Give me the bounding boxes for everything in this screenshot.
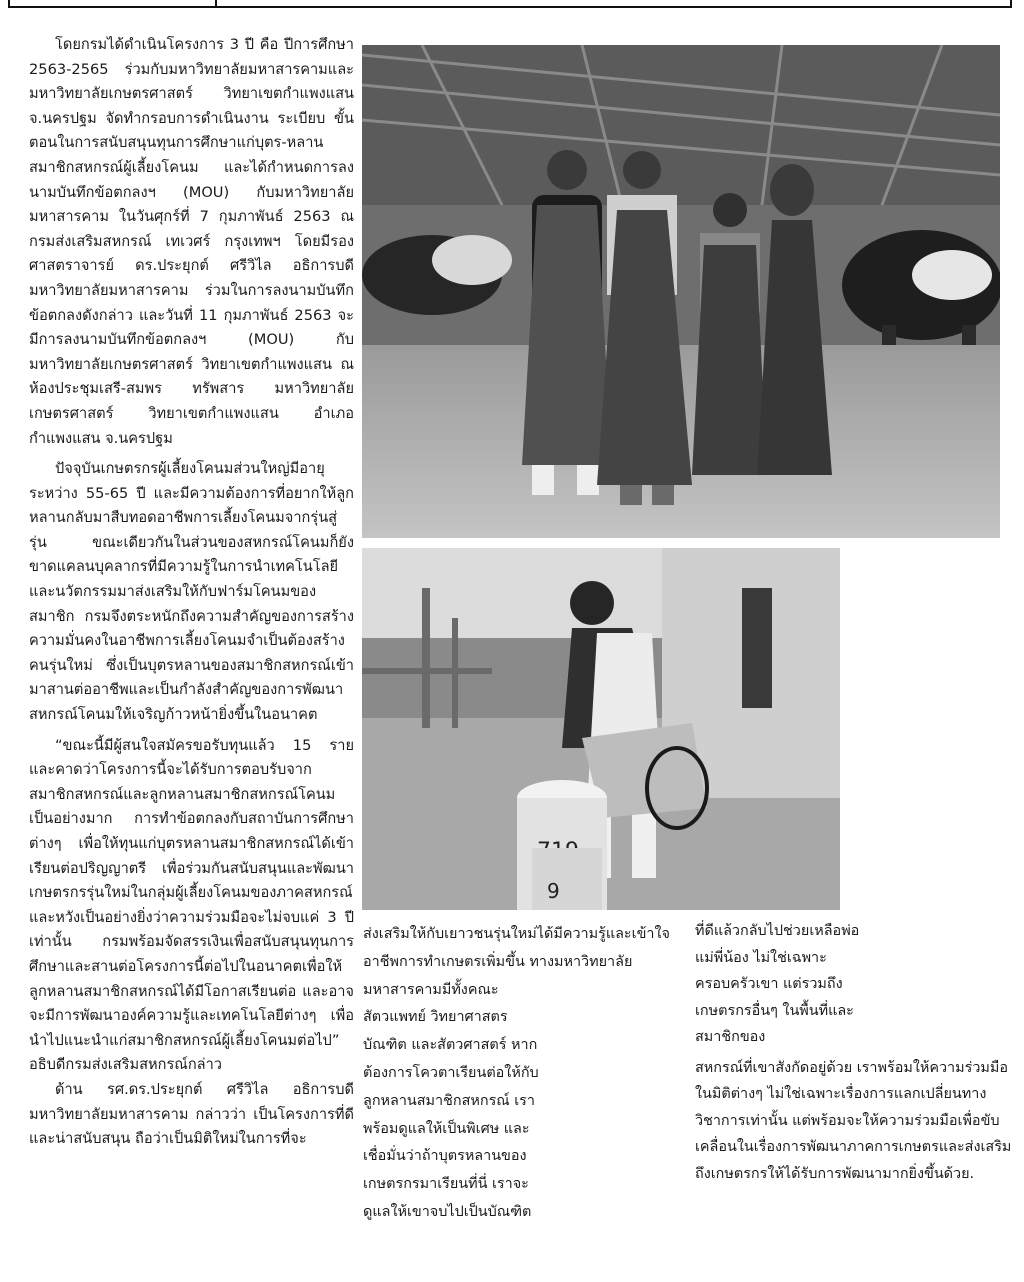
header-divider bbox=[215, 0, 217, 6]
article-column-1 bbox=[29, 33, 354, 1152]
article-column-2 bbox=[363, 921, 681, 1227]
farmer-pouring-milk-icon bbox=[362, 548, 840, 910]
paragraph-promote-youth: ส่งเสริมให้กับเยาวชนรุ่นใหม่ได้มีความรู้และเข้าใจอาชีพการทำเกษตรเพิ่มขึ้น ทางมหาวิทยาลัย bbox=[363, 926, 670, 970]
paragraph-university-faculties: มหาสารคามมีทั้งคณะสัตวแพทย์ วิทยาศาสตรบัณฑิต และสัตวศาสตร์ หากต้องการโควตาเรียนต่อให้กับลูกหลานสมาชิกสหกรณ์ เราพร้อมดูแลให้เป็นพิเศษ และเชื่อมั่นว่าถ้าบุตรหลานของเกษตรกรมาเรียนที่นี่ เราจะดูแลให้เขาจบไปเป็นบัณฑิต bbox=[363, 981, 539, 1220]
paragraph-rector-statement: ด้าน รศ.ดร.ประยุกต์ ศรีวิไล อธิการบดีมหาวิทยาลัยมหาสารคาม กล่าวว่า เป็นโครงการที่ดีและน่าสนับสนุน ถือว่าเป็นมิติใหม่ในการที่จะ bbox=[29, 1080, 354, 1148]
group-photo-farmers-icon bbox=[362, 45, 1000, 538]
paragraph-return-help: ที่ดีแล้วกลับไปช่วยเหลือพ่อแม่พี่น้อง ไม่ใช่เฉพาะครอบครัวเขา แต่รวมถึงเกษตรกรอื่นๆ ในพื้นที่และสมาชิกของ bbox=[695, 923, 860, 1045]
paragraph-project-overview: โดยกรมได้ดำเนินโครงการ 3 ปี คือ ปีการศึกษา 2563-2565 ร่วมกับมหาวิทยาลัยมหาสารคามและมหาวิทยาลัยเกษตรศาสตร์ วิทยาเขตกำแพงแสน จ.นครปฐม จัดทำกรอบการดำเนินงาน ระเบียบ ขั้นตอนในการสนับสนุนทุนการศึกษาแก่บุตร-หลานสมาชิกสหกรณ์ผู้เลี้ยงโคนม และได้กำหนดการลงนามบันทึกข้อตกลงฯ (MOU) กับมหาวิทยาลัยมหาสารคาม ในวันศุกร์ที่ 7 กุมภาพันธ์ 2563 ณ กรมส่งเสริมสหกรณ์ เทเวศร์ กรุงเทพฯ โดยมีรองศาสตราจารย์ ดร.ประยุกต์ ศรีวิไล อธิการบดีมหาวิทยาลัยมหาสารคาม ร่วมในการลงนามบันทึกข้อตกลงดังกล่าว และวันที่ 11 กุมภาพันธ์ 2563 จะมีการลงนามบันทึกข้อตกลงฯ (MOU) กับมหาวิทยาลัยเกษตรศาสตร์ วิทยาเขตกำแพงแสน ณ ห้องประชุมเสรี-สมพร ทรัพสาร มหาวิทยาลัยเกษตรศาสตร์ วิทยาเขตกำแพงแสน อำเภอกำแพงแสน จ.นครปฐม bbox=[29, 36, 354, 447]
paragraph-current-situation: ปัจจุบันเกษตรกรผู้เลี้ยงโคนมส่วนใหญ่มีอายุระหว่าง 55-65 ปี และมีความต้องการที่อยากให้ลูกหลานกลับมาสืบทอดอาชีพการเลี้ยงโคนมจากรุ่นสู่รุ่น ขณะเดียวกันในส่วนของสหกรณ์โคนมก็ยังขาดแคลนบุคลากรที่มีความรู้ในการนำเทคโนโลยีและนวัตกรรมมาส่งเสริมให้กับฟาร์มโคนมของสมาชิก กรมจึงตระหนักถึงความสำคัญของการสร้างความมั่นคงในอาชีพการเลี้ยงโคนมจำเป็นต้องสร้างคนรุ่นใหม่ ซึ่งเป็นบุตรหลานของสมาชิกสหกรณ์เข้ามาสานต่ออาชีพและเป็นกำลังสำคัญของการพัฒนาสหกรณ์โคนมให้เจริญก้าวหน้ายิ่งขึ้นในอนาคต bbox=[29, 460, 354, 724]
farmer-milk-photo bbox=[362, 548, 840, 910]
header-box bbox=[8, 0, 1012, 8]
paragraph-director-quote: “ขณะนี้มีผู้สนใจสมัครขอรับทุนแล้ว 15 ราย และคาดว่าโครงการนี้จะได้รับการตอบรับจากสมาชิกสหกรณ์และลูกหลานสมาชิกสหกรณ์โคนมเป็นอย่างมาก การทำข้อตกลงกับสถาบันการศึกษาต่างๆ เพื่อให้ทุนแก่บุตรหลานสมาชิกสหกรณ์ได้เข้าเรียนต่อปริญญาตรี เพื่อร่วมกันสนับสนุนและพัฒนาเกษตรกรรุ่นใหม่ในกลุ่มผู้เลี้ยงโคนมของภาคสหกรณ์ และหวังเป็นอย่างยิ่งว่าความร่วมมือจะไม่จบแค่ 3 ปีเท่านั้น กรมพร้อมจัดสรรเงินเพื่อสนับสนุนทุนการศึกษาและสานต่อโครงการนี้ต่อไปในอนาคตเพื่อให้ลูกหลานสมาชิกสหกรณ์ได้มีโอกาสเรียนต่อ และอาจจะมีการพัฒนาองค์ความรู้และเทคโนโลยีต่างๆ เพื่อนำไปแนะนำแก่สมาชิกสหกรณ์ผู้เลี้ยงโคนมต่อไป” อธิบดีกรมส่งเสริมสหกรณ์กล่าว bbox=[29, 736, 354, 1074]
paragraph-cooperation: สหกรณ์ที่เขาสังกัดอยู่ด้วย เราพร้อมให้ความร่วมมือในมิติต่างๆ ไม่ใช่เฉพาะเรื่องการแลกเปลี่ยนทางวิชาการเท่านั้น แต่พร้อมจะให้ความร่วมมือเพื่อขับเคลื่อนในเรื่องการพัฒนาภาคการเกษตรและส่งเสริมถึงเกษตรกรให้ได้รับการพัฒนามากยิ่งขึ้นด้วย. bbox=[695, 1059, 1012, 1182]
milk-can-label-2: 9 bbox=[547, 879, 560, 903]
article-column-3 bbox=[695, 918, 1013, 1187]
group-photo bbox=[362, 45, 1000, 538]
